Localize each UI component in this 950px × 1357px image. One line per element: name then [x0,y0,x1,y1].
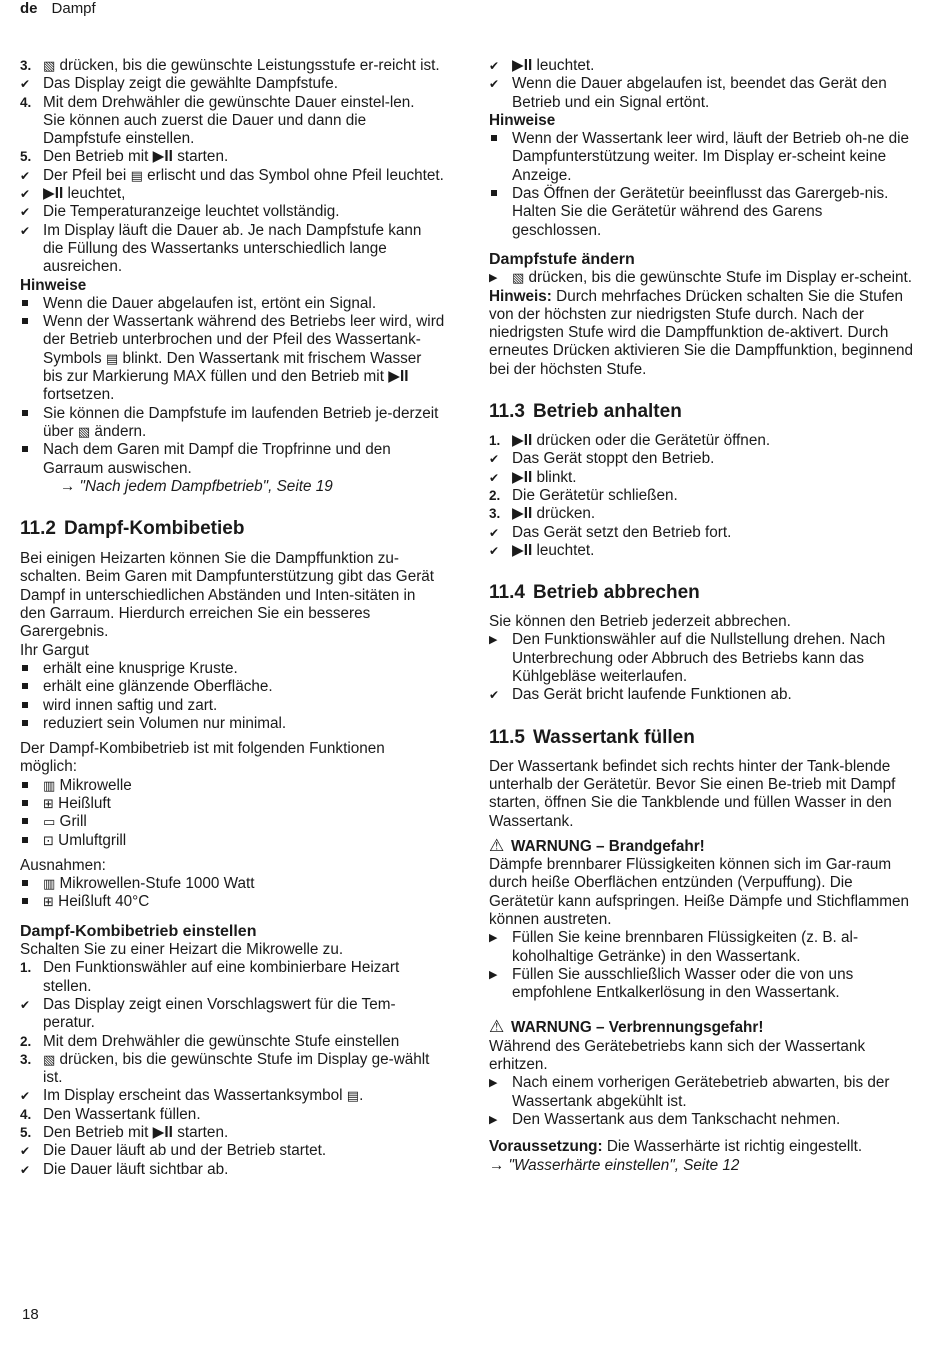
check-item: ✔ ▶II leuchtet. [489,57,595,74]
check-icon: ✔ [20,1144,31,1159]
check-icon: ✔ [489,470,500,485]
bullet-item: erhält eine knusprige Kruste. [20,660,445,678]
page-number: 18 [22,1306,39,1323]
arrow-icon: ▶ [489,968,498,981]
hot-air-icon: ⊞ [43,795,54,811]
convection-grill-icon: ⊡ [43,832,54,848]
subsection-title: Dampfstufe ändern [489,250,635,268]
microwave-icon: ▥ [43,876,56,892]
water-tank-icon: ▤ [346,1088,360,1104]
check-item: ✔ ▶II blinkt. [489,468,577,486]
check-icon: ✔ [20,997,31,1012]
start-pause-icon: ▶II [388,368,409,386]
warning-text: Dämpfe brennbarer Flüssigkeiten können sich im Gar-raum durch heiße Oberflächen entzünden (Verpuffung). Die Gerätetür kann aufspringen. Heiße Dämpfe und Stichflammen können austreten. [489,856,910,928]
function-item: ⊞ Heißluft [20,795,445,813]
action-item: ▶ ▧ drücken, bis die gewünschte Stufe im Display er-scheint. [489,269,912,287]
check-icon: ✔ [489,452,500,467]
check-item: ✔ Die Temperaturanzeige leuchtet vollständig. [20,203,340,221]
arrow-icon: ▶ [489,634,498,647]
action-item: ▶ Den Wassertank aus dem Tankschacht nehmen. [489,1110,841,1128]
check-item: ✔ Das Gerät setzt den Betrieb fort. [489,523,732,541]
check-item: ✔ Im Display erscheint das Wassertanksymbol ▤. [20,1087,364,1105]
notes-heading: Hinweise [489,111,556,129]
check-item: ✔ Im Display läuft die Dauer ab. Je nach Dampfstufe kann die Füllung des Wassertanks unterschiedlich lange ausreichen. [20,221,422,276]
warning-title: ⚠ WARNUNG – Verbrennungsgefahr! [489,1017,764,1037]
steam-level-icon: ▧ [43,58,56,73]
note-item: Sie können die Dampfstufe im laufenden Betrieb je-derzeit über ▧ ändern. [20,405,445,442]
check-icon: ✔ [20,1162,31,1177]
note-item: Wenn der Wassertank leer wird, läuft der Betrieb oh-ne die Dampfunterstützung weiter. Im Display er-scheint keine Anzeige. [489,130,914,185]
subsection-title: Dampf-Kombibetrieb einstellen [20,922,257,940]
cross-reference[interactable]: → "Nach jedem Dampfbetrieb", Seite 19 [60,477,333,495]
section-title-11-5: 11.5 Wassertank füllen [489,726,695,748]
check-icon: ✔ [20,1089,31,1104]
water-tank-icon: ▤ [130,167,143,183]
check-item: ✔ Das Gerät stoppt den Betrieb. [489,450,715,468]
hot-air-icon: ⊞ [43,894,54,910]
paragraph: Bei einigen Heizarten können Sie die Dampffunktion zu-schalten. Beim Garen mit Dampfunterstützung gibt das Gerät Dampf in unterschiedlichen Abständen und Inten-sitäten in den Garraum. Hierdurch erreichen Sie ein besseres Garergebnis. [20,550,435,641]
bullet-item: reduziert sein Volumen nur minimal. [20,715,445,733]
note-item: Das Öffnen der Gerätetür beeinflusst das Garergeb-nis. Halten Sie die Gerätetür während des Garens geschlossen. [489,185,914,240]
start-pause-icon: ▶II [512,541,533,559]
water-tank-icon: ▤ [105,350,119,366]
exception-item: ⊞ Heißluft 40°C [20,893,445,911]
start-pause-icon: ▶II [512,432,533,450]
action-item: ▶ Nach einem vorherigen Gerätebetrieb abwarten, bis der Wassertank abgekühlt ist. [489,1074,890,1110]
function-item: ⊡ Umluftgrill [20,832,445,850]
paragraph: Sie können den Betrieb jederzeit abbrechen. [489,613,791,631]
paragraph: Der Dampf-Kombibetrieb ist mit folgenden Funktionen möglich: [20,740,385,776]
arrow-icon: ▶ [489,272,498,285]
section-title-11-2: 11.2 Dampf-Kombibetieb [20,518,245,540]
check-item: ✔ Der Pfeil bei ▤ erlischt und das Symbol ohne Pfeil leuchtet. [20,166,444,184]
check-icon: ✔ [20,187,31,202]
start-pause-icon: ▶II [512,57,533,74]
paragraph: Schalten Sie zu einer Heizart die Mikrowelle zu. [20,941,344,959]
check-item: ✔ ▶II leuchtet, [20,185,126,203]
check-icon: ✔ [489,688,500,703]
step-4: 4. Mit dem Drehwähler die gewünschte Dauer einstel-len. Sie können auch zuerst die Dauer und dann die Dampfstufe einstellen. [20,93,415,148]
cross-reference[interactable]: → "Wasserhärte einstellen", Seite 12 [489,1156,740,1174]
check-icon: ✔ [489,59,500,73]
step-3: 3. ▧ drücken, bis die gewünschte Stufe im Display ge-wählt ist. [20,1050,430,1087]
note-paragraph: Hinweis: Durch mehrfaches Drücken schalten Sie die Stufen von der höchsten zur niedrigsten Stufe durch. Nach der niedrigsten Stufe wird die Dampffunktion de-aktivert. Durch erneutes Drücken aktivieren Sie die Dampffunktion, beginnend bei der höchsten Stufe. [489,287,914,378]
note-item: Wenn der Wassertank während des Betriebs leer wird, wird der Betrieb unterbrochen und der Pfeil des Wassertank-Symbols ▤ blinkt. Den Wassertank mit frischem Wasser bis zur Markierung MAX füllen und den Betrieb mit ▶II fortsetzen. [20,313,445,404]
check-item: ✔ Die Dauer läuft ab und der Betrieb startet. [20,1142,327,1160]
arrow-icon: ▶ [489,932,498,945]
check-item: ✔ ▶II leuchtet. [489,541,595,559]
paragraph: Ihr Gargut [20,641,89,659]
note-item: Wenn die Dauer abgelaufen ist, ertönt ein Signal. [20,295,445,313]
warning-title: ⚠ WARNUNG – Brandgefahr! [489,835,705,855]
step-4: 4. Den Wassertank füllen. [20,1105,201,1123]
section-title-11-4: 11.4 Betrieb abbrechen [489,582,700,604]
language-code: de [20,0,38,17]
start-pause-icon: ▶II [152,148,173,166]
steam-level-icon: ▧ [512,270,525,286]
right-column [489,57,914,1175]
warning-icon: ⚠ [489,1017,505,1037]
start-pause-icon: ▶II [512,468,533,486]
arrow-icon: ▶ [489,1113,498,1126]
check-icon: ✔ [20,223,31,238]
step-2: 2. Die Gerätetür schließen. [489,486,678,504]
step-3: 3. ▧ drücken, bis die gewünschte Leistungsstufe er-reicht ist. [20,57,440,74]
page-header [20,0,96,17]
action-item: ▶ Füllen Sie keine brennbaren Flüssigkeiten (z. B. al-koholhaltige Getränke) in den Wassertank. [489,929,859,965]
check-item: ✔ Wenn die Dauer abgelaufen ist, beendet das Gerät den Betrieb und ein Signal ertönt. [489,75,887,111]
step-1: 1. ▶II drücken oder die Gerätetür öffnen. [489,432,771,450]
check-icon: ✔ [20,205,31,220]
check-icon: ✔ [489,543,500,558]
step-5: 5. Den Betrieb mit ▶II starten. [20,1124,229,1142]
note-item: Nach dem Garen mit Dampf die Tropfrinne und den Garraum auswischen. [20,441,445,478]
check-icon: ✔ [20,168,31,183]
start-pause-icon: ▶II [152,1124,173,1142]
microwave-icon: ▥ [43,777,56,793]
check-item: ✔ Die Dauer läuft sichtbar ab. [20,1160,229,1178]
exception-item: ▥ Mikrowellen-Stufe 1000 Watt [20,875,445,893]
check-item: ✔ Das Display zeigt die gewählte Dampfstufe. [20,75,339,93]
check-item: ✔ Das Display zeigt einen Vorschlagswert für die Tem-peratur. [20,995,396,1032]
notes-heading: Hinweise [20,276,87,294]
step-1: 1. Den Funktionswähler auf eine kombinierbare Heizart stellen. [20,959,400,995]
check-item: ✔ Das Gerät bricht laufende Funktionen ab. [489,686,792,704]
paragraph: Der Wassertank befindet sich rechts hinter der Tank-blende unterhalb der Gerätetür. Bevor Sie einen Be-trieb mit Dampf starten, öffnen Sie die Tankblende und füllen Wasser in den Wassertank. [489,757,896,830]
warning-text: Während des Gerätebetriebs kann sich der Wassertank erhitzen. [489,1037,866,1074]
check-icon: ✔ [489,77,500,92]
arrow-icon: ▶ [489,1077,498,1090]
bullet-item: wird innen saftig und zart. [20,697,445,715]
paragraph: Ausnahmen: [20,856,106,874]
warning-icon: ⚠ [489,835,505,855]
check-icon: ✔ [20,77,31,92]
header-title: Dampf [51,0,96,17]
section-title-11-3: 11.3 Betrieb anhalten [489,401,682,423]
check-icon: ✔ [489,525,500,540]
left-column [20,57,445,1179]
steam-level-icon: ▧ [43,1051,56,1067]
function-item: ▥ Mikrowelle [20,777,445,795]
step-2: 2. Mit dem Drehwähler die gewünschte Stufe einstellen [20,1032,400,1050]
action-item: ▶ Füllen Sie ausschließlich Wasser oder die von uns empfohlene Entkalkerlösung in den Wassertank. [489,965,854,1002]
function-item: ▭ Grill [20,813,445,831]
step-5: 5. Den Betrieb mit ▶II starten. [20,148,229,166]
steam-level-icon: ▧ [77,423,91,439]
grill-icon: ▭ [43,814,56,830]
bullet-item: erhält eine glänzende Oberfläche. [20,678,445,696]
action-item: ▶ Den Funktionswähler auf die Nullstellung drehen. Nach Unterbrechung oder Abbruch des Betriebs kann das Kühlgebläse weiterlaufen. [489,631,886,686]
step-3: 3. ▶II drücken. [489,505,596,523]
requirement: Voraussetzung: Die Wasserhärte ist richtig eingestellt. [489,1138,863,1156]
start-pause-icon: ▶II [43,185,64,203]
start-pause-icon: ▶II [512,505,533,523]
